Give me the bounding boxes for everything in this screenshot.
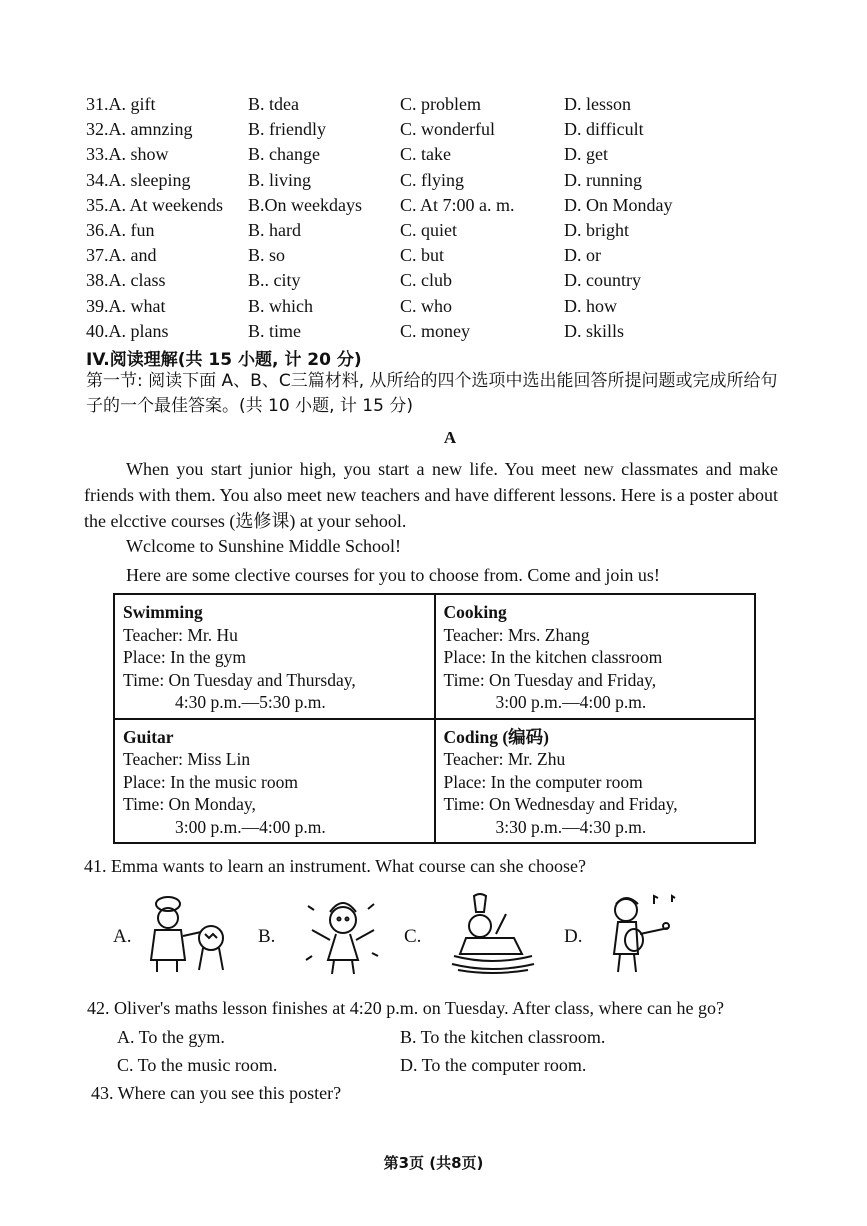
course-hours: 4:30 p.m.—5:30 p.m. — [175, 692, 326, 712]
option-d: D. bright — [564, 220, 629, 241]
course-cell-cooking — [435, 594, 756, 719]
course-cell-coding — [435, 719, 756, 844]
mc-row — [86, 319, 786, 344]
option-c: C. take — [400, 144, 451, 165]
option-a: 32.A. amnzing — [86, 119, 193, 140]
choose-line: Here are some clective courses for you to choose from. Come and join us! — [126, 565, 660, 585]
mc-row — [86, 243, 786, 268]
option-d: D. difficult — [564, 119, 644, 140]
option-b: B. tdea — [248, 94, 299, 115]
question-41-pictures — [0, 890, 867, 982]
mc-row — [86, 117, 786, 142]
course-table — [113, 593, 756, 844]
guitar-playing-illustration-icon — [604, 890, 694, 976]
course-place: Place: In the music room — [123, 771, 298, 792]
painting-illustration-icon — [143, 890, 233, 976]
dancing-illustration-icon — [298, 890, 388, 976]
course-name: Cooking — [443, 602, 507, 622]
cooking-illustration-icon — [448, 890, 538, 976]
course-time: Time: On Tuesday and Thursday, — [123, 669, 356, 690]
section-title: IV.阅读理解(共 15 小题, 计 20 分) — [86, 350, 362, 370]
picture-label-d: D. — [564, 926, 583, 947]
passage-letter: A — [443, 428, 457, 447]
course-time: Time: On Monday, — [123, 794, 256, 814]
option-c: C. club — [400, 270, 452, 291]
course-teacher: Teacher: Mr. Zhu — [443, 749, 566, 769]
passage-paragraph: When you start junior high, you start a new life. You meet new classmates and make friends with them. You also meet new teachers and have different lessons. Here is a poster about the elcctive courses (选修课) at your sehool. — [84, 459, 778, 531]
page-footer: 第3页 (共8页) — [383, 1154, 484, 1172]
option-c: C. At 7:00 a. m. — [400, 194, 515, 215]
mc-row — [86, 218, 786, 243]
question-42: 42. Oliver's maths lesson finishes at 4:20 p.m. on Tuesday. After class, where can he go? — [87, 998, 724, 1018]
option-c: C. money — [400, 320, 470, 341]
course-place: Place: In the gym — [123, 647, 246, 667]
option-b: B. hard — [248, 220, 301, 241]
option-b: B. time — [248, 320, 301, 341]
option-b: B. living — [248, 169, 312, 190]
option-d: D. get — [564, 144, 608, 165]
passage-intro — [84, 456, 778, 534]
mc-row — [86, 92, 786, 117]
course-cell-swimming — [114, 594, 435, 719]
poster-intro — [126, 532, 660, 590]
mc-row — [86, 142, 786, 167]
option-b: B.. city — [248, 270, 301, 291]
mc-row — [86, 268, 786, 293]
option-a: 38.A. class — [86, 270, 166, 291]
welcome-line: Wclcome to Sunshine Middle School! — [126, 536, 401, 556]
q42-option-a: A. To the gym. — [117, 1027, 225, 1047]
mc-row — [86, 193, 786, 218]
option-c: C. quiet — [400, 220, 457, 241]
course-cell-guitar — [114, 719, 435, 844]
option-b: B. change — [248, 144, 320, 165]
course-hours: 3:00 p.m.—4:00 p.m. — [175, 816, 326, 837]
course-time: Time: On Tuesday and Friday, — [443, 669, 657, 690]
q42-option-c: C. To the music room. — [117, 1055, 278, 1075]
option-c: C. problem — [400, 94, 481, 115]
option-a: 40.A. plans — [86, 320, 169, 341]
course-place: Place: In the kitchen classroom — [443, 647, 663, 667]
option-a: 35.A. At weekends — [86, 194, 223, 215]
course-teacher: Teacher: Mr. Hu — [123, 624, 238, 645]
picture-label-c: C. — [404, 926, 422, 947]
course-teacher: Teacher: Mrs. Zhang — [443, 624, 590, 645]
picture-label-b: B. — [258, 926, 276, 947]
option-d: D. or — [564, 245, 601, 266]
option-b: B. friendly — [248, 119, 326, 140]
option-a: 39.A. what — [86, 295, 166, 316]
course-place: Place: In the computer room — [443, 771, 643, 792]
option-c: C. but — [400, 245, 445, 266]
option-d: D. skills — [564, 320, 625, 341]
section-instructions: 第一节: 阅读下面 A、B、C三篇材料, 从所给的四个选项中选出能回答所提问题或完成所给句子的一个最佳答案。(共 10 小题, 计 15 分) — [86, 371, 778, 416]
course-teacher: Teacher: Miss Lin — [123, 749, 251, 769]
question-43: 43. Where can you see this poster? — [91, 1083, 342, 1103]
option-a: 37.A. and — [86, 245, 157, 266]
option-a: 34.A. sleeping — [86, 169, 191, 190]
course-hours: 3:30 p.m.—4:30 p.m. — [495, 816, 647, 837]
option-c: C. flying — [400, 169, 465, 190]
option-a: 36.A. fun — [86, 220, 155, 241]
option-d: D. On Monday — [564, 194, 673, 215]
course-hours: 3:00 p.m.—4:00 p.m. — [495, 692, 647, 712]
question-41: 41. Emma wants to learn an instrument. What course can she choose? — [84, 856, 587, 876]
course-name: Guitar — [123, 726, 174, 747]
course-name: Swimming — [123, 602, 203, 622]
option-d: D. running — [564, 169, 642, 190]
option-b: B.On weekdays — [248, 194, 362, 215]
mc-row — [86, 294, 786, 319]
option-c: C. wonderful — [400, 119, 495, 140]
multiple-choice-block — [86, 92, 786, 344]
option-a: 33.A. show — [86, 144, 169, 165]
picture-label-a: A. — [113, 926, 132, 947]
option-b: B. so — [248, 245, 286, 266]
option-b: B. which — [248, 295, 313, 316]
course-time: Time: On Wednesday and Friday, — [443, 794, 678, 814]
option-d: D. how — [564, 295, 617, 316]
option-d: D. country — [564, 270, 641, 291]
q42-option-b: B. To the kitchen classroom. — [400, 1027, 606, 1047]
option-a: 31.A. gift — [86, 94, 156, 115]
q42-option-d: D. To the computer room. — [400, 1055, 587, 1075]
option-c: C. who — [400, 295, 453, 316]
mc-row — [86, 168, 786, 193]
option-d: D. lesson — [564, 94, 631, 115]
course-name: Coding (编码) — [443, 726, 549, 747]
